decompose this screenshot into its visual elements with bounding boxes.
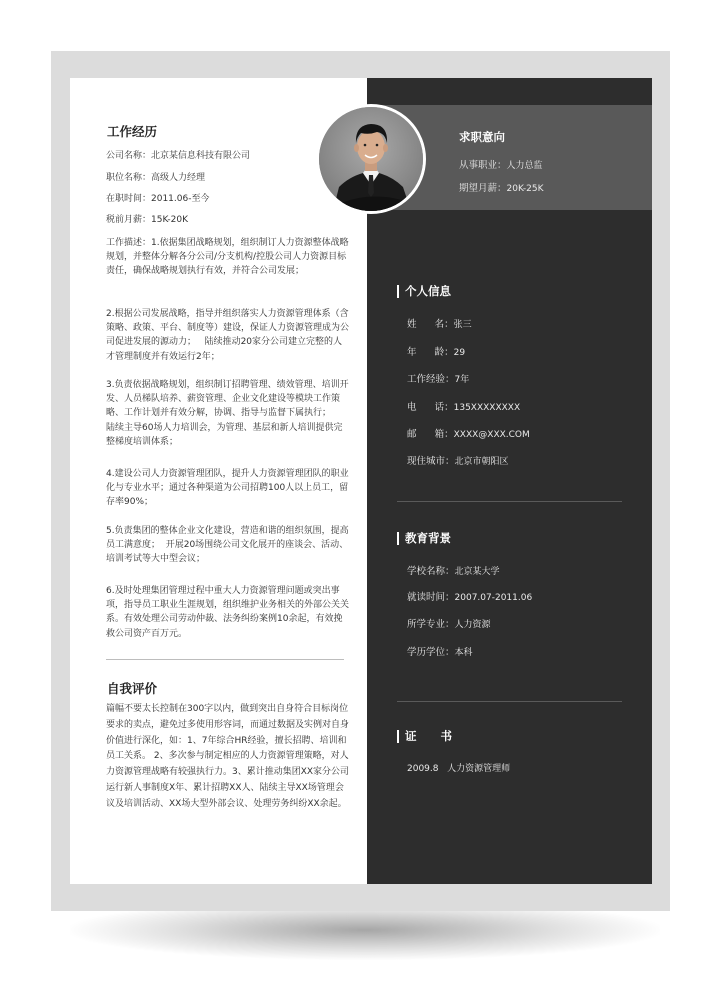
company-name: 公司名称：北京某信息科技有限公司 — [106, 151, 251, 161]
personal-info-heading: 个人信息 — [405, 284, 451, 298]
age-value: 29 — [453, 348, 466, 358]
email-label: 邮 箱： — [407, 429, 454, 440]
certificate-item: 2009.8 人力资源管理师 — [407, 764, 511, 774]
name-label: 姓 名： — [407, 319, 454, 330]
position-name: 职位名称：高级人力经理 — [106, 173, 206, 183]
expected-salary-label: 期望月薪： — [459, 183, 507, 194]
study-period-value: 2007.07-2011.06 — [454, 593, 533, 603]
degree-value: 本科 — [454, 648, 473, 658]
work-description-1: 工作描述：1.依据集团战略规划，组织制订人力资源整体战略规划，并整体分解各分公司/分支机构/控股公司人力资源目标责任，确保战略规划执行有效，并符合公司发展； — [106, 238, 349, 277]
section-divider — [397, 701, 622, 702]
experience-value: 7年 — [454, 375, 470, 385]
employment-period: 在职时间：2011.06-至今 — [106, 194, 210, 204]
occupation-value: 人力总监 — [506, 161, 543, 171]
job-intent-salary — [459, 180, 544, 194]
major-value: 人力资源 — [454, 620, 491, 630]
certificate-heading: 证 书 — [405, 729, 453, 743]
self-evaluation-heading: 自我评价 — [107, 681, 158, 696]
email-value: XXXX@XXX.COM — [453, 430, 530, 440]
phone-label: 电 话： — [407, 402, 454, 413]
job-intent-heading: 求职意向 — [459, 130, 505, 144]
city-row — [407, 453, 509, 467]
expected-salary-value: 20K-25K — [506, 184, 544, 194]
degree-row — [407, 644, 473, 658]
city-value: 北京市朝阳区 — [454, 457, 509, 467]
phone-value: 135XXXXXXXX — [453, 403, 521, 413]
school-value: 北京某大学 — [454, 567, 500, 577]
name-value: 张三 — [453, 320, 472, 330]
section-divider — [106, 659, 344, 660]
work-description-6: 6.及时处理集团管理过程中重大人力资源管理问题或突出事项，指导员工职业生涯规划，组织维护业务相关的外部公关关系。有效处理公司劳动仲裁、法务纠纷案例10余起，有效挽救公司资产百万元。 — [106, 586, 350, 639]
right-panel — [367, 78, 652, 884]
study-period-row — [407, 589, 532, 603]
education-marker — [397, 532, 399, 545]
phone-row — [407, 399, 520, 413]
work-description-4: 4.建设公司人力资源管理团队，提升人力资源管理团队的职业化与专业水平；通过各种渠道为公司招聘100人以上员工，留存率90%； — [106, 469, 349, 508]
self-evaluation-text: 篇幅不要太长控制在300字以内，做到突出自身符合目标岗位要求的卖点，避免过多使用形容词，而通过数据及实例对自身价值进行深化，如：1、7年综合HR经验，擅长招聘、培训和员工关系。 2、多次参与制定相应的人力资源管理策略，对人力资源管理战略有较强执行力。3、累计推动集团XX家分公司运行新人事制度X年、累计招聘XX人、陆续主导XX场管理会议及培训活动、XX场大型外部会议、处理劳务纠纷XX余起。 — [106, 704, 350, 809]
work-description-2: 2.根据公司发展战略，指导并组织落实人力资源管理体系（含策略、政策、平台、制度等）建设，保证人力资源管理成为公司促进发展的源动力； 陆续推动20家分公司建立完整的人才管理制度并有效运行2年； — [106, 309, 350, 362]
age-row — [407, 344, 465, 358]
name-row — [407, 316, 472, 330]
resume-page — [70, 78, 652, 884]
work-description-3: 3.负责依据战略规划，组织制订招聘管理、绩效管理、培训开发、人员梯队培养、薪资管理、企业文化建设等模块工作策略、工作计划并有效分解，协调、指导与监督下属执行； 陆续主导60场人力培训会，为管理、基层和新人培训提供完整梯度培训体系； — [106, 380, 349, 447]
degree-label: 学历学位： — [407, 647, 455, 658]
experience-label: 工作经验： — [407, 374, 455, 385]
study-period-label: 就读时间： — [407, 592, 455, 603]
age-label: 年 龄： — [407, 347, 454, 358]
email-row — [407, 426, 530, 440]
section-divider — [397, 501, 622, 502]
education-heading: 教育背景 — [405, 531, 451, 545]
certificate-marker — [397, 730, 399, 743]
school-label: 学校名称： — [407, 566, 455, 577]
personal-info-marker — [397, 285, 399, 298]
work-experience-heading: 工作经历 — [107, 124, 158, 139]
person-photo-icon — [319, 107, 423, 211]
major-row — [407, 616, 491, 630]
major-label: 所学专业： — [407, 619, 455, 630]
pretax-salary: 税前月薪：15K-20K — [106, 215, 189, 225]
occupation-label: 从事职业： — [459, 160, 507, 171]
job-intent-occupation — [459, 157, 543, 171]
work-description-5: 5.负责集团的整体企业文化建设，营造和谐的组织氛围，提高员工满意度； 开展20场围绕公司文化展开的座谈会、活动、培训考试等大中型会议； — [106, 526, 349, 565]
school-row — [407, 563, 500, 577]
avatar — [316, 104, 426, 214]
experience-row — [407, 371, 469, 385]
city-label: 现住城市： — [407, 456, 455, 467]
